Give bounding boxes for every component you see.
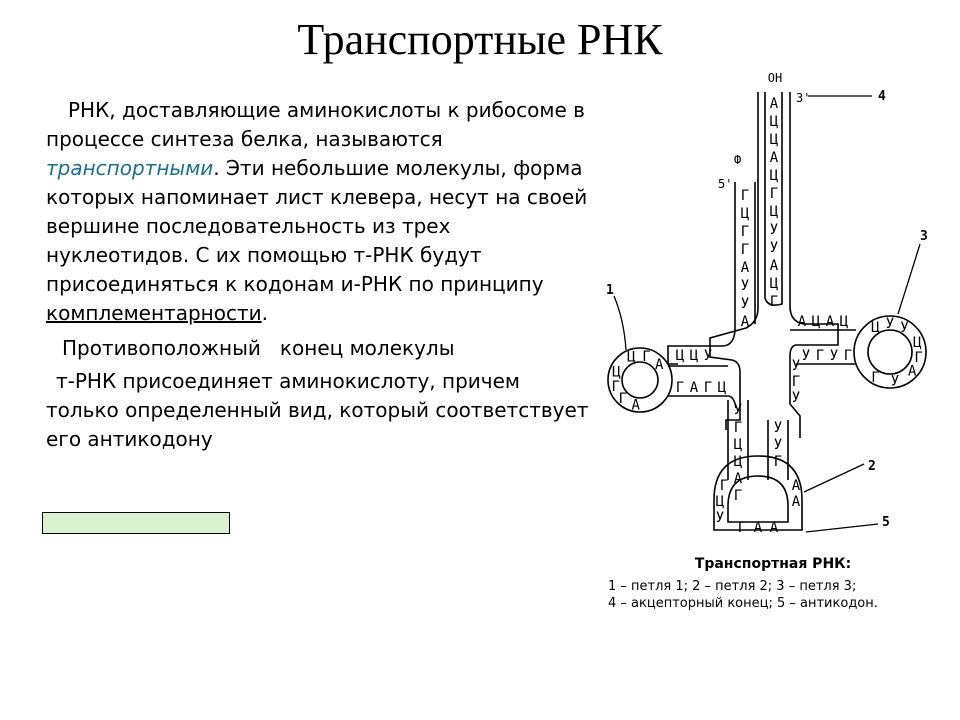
page-title: Транспортные РНК	[297, 15, 663, 64]
nucleotide-acceptor-left-6: У	[740, 296, 750, 312]
nucleotide-connector-right-0: У	[791, 358, 801, 374]
nucleotide-loop3-stem-top-2: А	[825, 314, 835, 330]
nucleotide-loop1-stem-bottom-1: А	[689, 380, 699, 396]
link-complementarity[interactable]: комплементарности	[46, 301, 262, 325]
nucleotide-loop3-bottom-0: У	[890, 373, 900, 390]
paragraph-2: Противоположный конец молекулы	[62, 336, 455, 360]
nucleotide-acceptor-right-5: Г	[769, 186, 779, 202]
nucleotide-acceptor-right-1: Ц	[769, 114, 779, 130]
loop1-inner	[622, 362, 658, 398]
nucleotide-loop3-stem-top-0: А	[797, 314, 807, 330]
nucleotide-loop1-top-1: Г	[642, 348, 651, 365]
callout-1-line	[614, 296, 626, 350]
nucleotide-acceptor-left-0: Г	[740, 188, 750, 204]
answer-box[interactable]	[42, 512, 230, 534]
nucleotide-loop3-right-1: Г	[914, 350, 923, 366]
paragraph-1-part-b: . Эти небольшие молекулы, форма которых напоминает лист клевера, несут на своей вершине последовательность из трех нуклеотидов. С их помощью т-РНК будут присоединяться к кодонам и-РНК по принципу	[46, 156, 588, 296]
caption-line-2: 4 – акцепторный конец; 5 – антикодон.	[608, 596, 878, 611]
five-prime-strand-outline	[668, 182, 735, 364]
nucleotide-loop2-left-1: У	[715, 510, 725, 526]
caption-title: Транспортная РНК:	[694, 556, 852, 572]
nucleotide-anticodon-stem-left-1: Ц	[733, 437, 743, 453]
nucleotide-loop3-stem-top-1: Ц	[811, 314, 821, 330]
nucleotide-connector-left-0: У	[733, 402, 743, 418]
end-phi-label: Ф	[734, 153, 742, 167]
nucleotide-loop3-right-0: Ц	[913, 335, 922, 352]
nucleotide-loop1-stem-top-1: Ц	[689, 348, 699, 364]
callout-2-line	[804, 464, 864, 492]
nucleotide-connector-right-2: У	[791, 390, 801, 406]
callout-5-line	[806, 524, 878, 532]
callout-2-label: 2	[868, 459, 876, 474]
callout-4-label: 4	[878, 89, 886, 104]
nucleotide-loop2-right-1: А	[791, 494, 801, 510]
nucleotide-anticodon-stem-left-4: Г	[733, 488, 743, 504]
nucleotide-letters	[611, 96, 922, 536]
callout-5-label: 5	[882, 515, 890, 530]
nucleotide-anticodon-stem-right-1: У	[773, 437, 783, 453]
nucleotide-acceptor-right-3: А	[769, 150, 779, 166]
nucleotide-loop3-stem-bottom-3: Г	[843, 348, 853, 364]
nucleotide-loop2-right-0: А	[791, 478, 801, 494]
nucleotide-acceptor-right-8: У	[769, 240, 779, 256]
loop3-inner	[868, 330, 912, 374]
nucleotide-acceptor-right-6: Ц	[769, 204, 779, 220]
nucleotide-loop1-stem-bottom-0: Г	[675, 380, 685, 396]
nucleotide-loop1-left-1: Г	[611, 378, 620, 395]
nucleotide-acceptor-left-4: А	[740, 260, 750, 276]
nucleotide-acceptor-right-0: А	[769, 96, 779, 112]
nucleotide-acceptor-left-2: Г	[740, 224, 750, 240]
nucleotide-acceptor-right-9: А	[769, 258, 779, 274]
nucleotide-loop1-top-0: Ц	[627, 349, 636, 366]
nucleotide-loop1-left-2: Г	[618, 391, 628, 408]
nucleotide-acceptor-left-1: Ц	[740, 206, 750, 222]
callout-1-label: 1	[606, 283, 614, 298]
nucleotide-acceptor-right-2: Ц	[769, 132, 779, 148]
nucleotide-loop3-top-2: У	[900, 319, 909, 336]
nucleotide-acceptor-right-7: У	[769, 222, 779, 238]
nucleotide-loop1-left-0: Ц	[612, 364, 621, 381]
paragraph-1-part-c: .	[261, 301, 268, 325]
caption-line-1: 1 – петля 1; 2 – петля 2; 3 – петля 3;	[608, 579, 857, 594]
trna-outline	[608, 92, 926, 530]
trna-diagram	[600, 60, 940, 550]
end-3-label: 3'	[796, 91, 811, 105]
nucleotide-anticodon-stem-left-0: Г	[733, 420, 743, 436]
nucleotide-acceptor-left-5: У	[740, 278, 750, 294]
nucleotide-anticodon-stem-left-2: Ц	[733, 454, 743, 470]
nucleotide-loop1-stem-bottom-3: Ц	[717, 380, 727, 396]
nucleotide-anticodon-stem-right-2: Г	[773, 454, 783, 470]
nucleotide-loop3-stem-bottom-2: У	[829, 348, 839, 364]
nucleotide-anticodon-2: А	[769, 520, 779, 536]
nucleotide-anticodon-1: А	[753, 520, 763, 536]
nucleotide-acceptor-right-11: Г	[769, 294, 779, 310]
paragraph-1	[46, 96, 596, 328]
nucleotide-loop1-top-2: А	[654, 356, 664, 373]
nucleotide-loop3-stem-top-3: Ц	[839, 314, 849, 330]
nucleotide-loop1-stem-top-2: У	[703, 348, 713, 364]
nucleotide-anticodon-0: Г	[737, 520, 747, 536]
paragraph-3: т-РНК присоединяет аминокислоту, причем только определенный вид, который соответствует его антикодону	[46, 369, 589, 451]
nucleotide-connector-right-1: Г	[791, 374, 801, 390]
nucleotide-loop3-top-0: Ц	[871, 319, 880, 336]
body-text	[46, 96, 596, 454]
nucleotide-loop3-top-1: У	[885, 316, 895, 332]
nucleotide-loop1-left-3: А	[631, 397, 640, 414]
nucleotide-loop3-bottom-1: Г	[871, 370, 880, 387]
nucleotide-anticodon-stem-left-3: А	[733, 471, 743, 487]
end-oh-label: ОН	[767, 71, 783, 85]
nucleotide-loop2-left-0: Ц	[715, 494, 725, 510]
nucleotide-acceptor-right-4: Ц	[769, 168, 779, 184]
nucleotide-acceptor-right-10: Ц	[769, 276, 779, 292]
nucleotide-anticodon-stem-right-0: У	[773, 420, 783, 436]
nucleotide-loop3-right-2: А	[907, 363, 917, 380]
nucleotide-anticodon-extra-0: Г	[719, 478, 729, 494]
nucleotide-loop1-stem-bottom-2: Г	[703, 380, 713, 396]
nucleotide-loop1-stem-top-0: Ц	[675, 348, 685, 364]
diagram-caption	[608, 556, 938, 612]
term-transport: транспортными	[46, 156, 214, 180]
end-5-label: 5'	[718, 177, 733, 191]
nucleotide-loop3-stem-bottom-0: У	[801, 348, 811, 364]
nucleotide-loop3-stem-bottom-1: Г	[815, 348, 825, 364]
nucleotide-acceptor-left-7: А	[740, 314, 750, 330]
callout-3-label: 3	[920, 229, 928, 244]
paragraph-1-part-a: РНК, доставляющие аминокислоты к рибосоме в процессе синтеза белка, называются	[46, 98, 585, 151]
nucleotide-acceptor-left-3: Г	[740, 242, 750, 258]
callout-3-line	[898, 244, 920, 314]
